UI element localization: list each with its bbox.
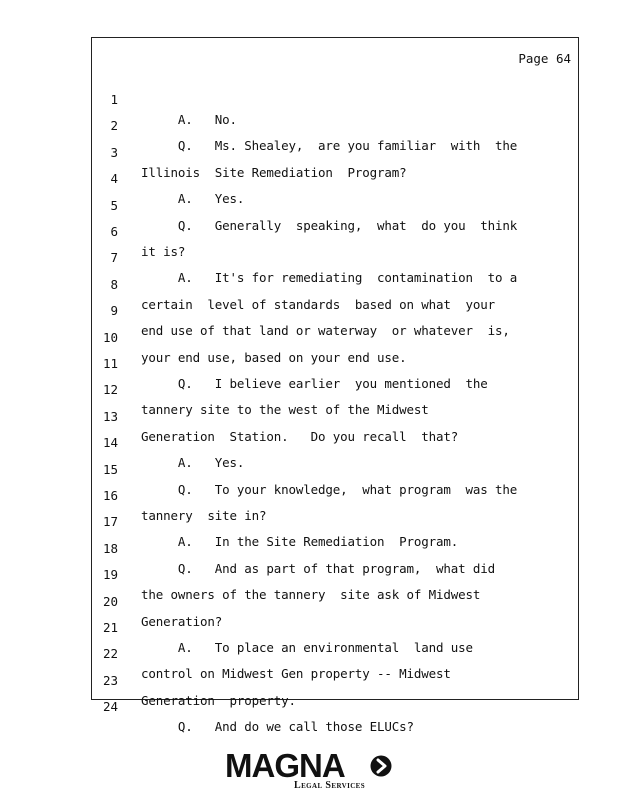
line-text: Q. Generally speaking, what do you think (141, 217, 518, 233)
magna-logo (222, 748, 398, 794)
line-number: 3 (110, 144, 118, 160)
line-number: 16 (102, 488, 118, 503)
line-number: 20 (102, 593, 118, 609)
line-text: tannery site to the west of the Midwest (141, 402, 429, 418)
line-number: 10 (102, 329, 118, 345)
line-number: 8 (110, 276, 118, 292)
line-text: Generation property. (141, 692, 296, 708)
chevron-right-circle-icon (370, 755, 392, 777)
line-number: 6 (110, 224, 118, 239)
line-number: 7 (110, 250, 118, 266)
line-number: 19 (102, 567, 118, 583)
line-number: 23 (102, 672, 118, 688)
line-text: tannery site in? (141, 508, 267, 523)
line-text: Q. I believe earlier you mentioned the (141, 376, 488, 391)
line-text: Q. To your knowledge, what program was the (141, 481, 518, 497)
line-text: it is? (141, 244, 186, 259)
line-number: 4 (110, 171, 118, 187)
line-text: A. In the Site Remediation Program. (141, 534, 459, 550)
line-number: 21 (102, 620, 118, 635)
transcript-page (91, 37, 579, 735)
line-number: 11 (102, 356, 118, 371)
line-number: 24 (102, 699, 118, 715)
transcript-line (92, 70, 578, 127)
line-text: Generation Station. Do you recall that? (141, 428, 459, 444)
line-text: Generation? (141, 613, 223, 629)
line-number: 22 (102, 646, 118, 662)
line-text: end use of that land or waterway or whatever is, (141, 323, 510, 339)
logo-wordmark: MAGNA (225, 747, 345, 784)
line-number: 18 (102, 540, 118, 556)
line-number: 14 (102, 435, 118, 451)
line-text: certain level of standards based on what your (141, 296, 496, 312)
line-text: the owners of the tannery site ask of Midwest (141, 587, 481, 603)
line-text: Q. And as part of that program, what did (141, 560, 496, 576)
logo-subtitle: Legal Services (294, 780, 366, 791)
line-text: Illinois Site Remediation Program? (141, 164, 407, 180)
line-text: A. To place an environmental land use (141, 640, 473, 655)
line-number: 15 (102, 461, 118, 477)
line-number: 1 (110, 92, 118, 107)
line-text: A. No. (141, 112, 237, 127)
line-number: 2 (110, 118, 118, 134)
line-text: A. Yes. (141, 455, 245, 471)
line-text: Q. Ms. Shealey, are you familiar with the (141, 138, 518, 154)
line-number: 17 (102, 514, 118, 530)
line-number: 9 (110, 303, 118, 319)
line-number: 5 (110, 197, 118, 213)
line-number: 13 (102, 408, 118, 424)
line-text: control on Midwest Gen property -- Midwest (141, 666, 451, 682)
line-text: your end use, based on your end use. (141, 349, 407, 365)
line-text: Q. And do we call those ELUCs? (141, 719, 414, 735)
line-text: A. Yes. (141, 191, 245, 207)
page-number-label: Page 64 (518, 51, 571, 66)
line-number: 12 (102, 382, 118, 398)
line-text: A. It's for remediating contamination to a (141, 270, 518, 286)
